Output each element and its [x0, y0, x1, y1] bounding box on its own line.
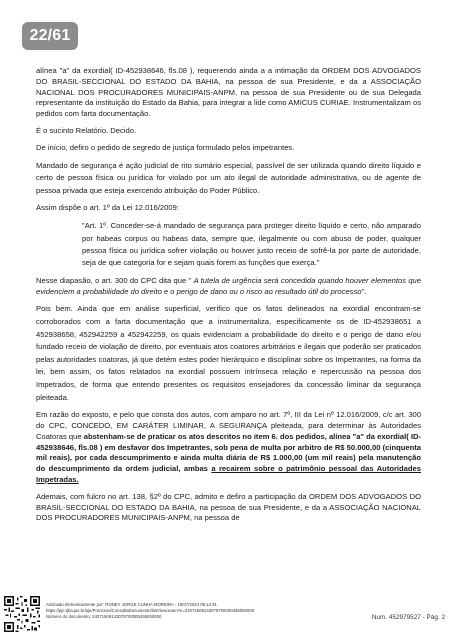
text-run: ". — [361, 286, 367, 296]
page-counter-badge: 22/61 — [22, 22, 78, 50]
paragraph: Pois bem. Ainda que em análise superficial, verifico que os fatos delineados na exordial encontram-se corroborados com a farta documentação que a instrumentaliza, especificamente os de ID-452938651 a 452938658, 452942259 a 452942259, os quais evidenciam a probabilidade do direito e o perigo de dano e/ou fundado receio de violação de direito, por eventuais atos coatores arbitrários e ilegais que poderão ser praticados pelas autoridades coatoras, já que detém estes poder hierárquico e disciplinar sobre os Impetrantes, na forma da lei, bem assim, os fatos relatados na exordial possuem intrínseca relação e repercussão na pessoa dos Impetrados, de forma que entendo presentes os requisitos ensejadores da concessão liminar da segurança pleiteada. — [36, 304, 421, 402]
paragraph: Ademais, com fulcro no art. 138, §2º do CPC, admito e defiro a participação da ORDEM DOS ADVOGADOS DO BRASIL-SECCIONAL DO ESTADO DA BAHIA, na pessoa de sua Presidente, e da a ASSOCIAÇÃO NACIONAL DOS PROCURADORES MUNICIPAIS-ANPM, na pessoa de — [36, 491, 421, 523]
italic-citation: A tutela de urgência será concedida quando houver elementos que evidenciem a probabilidade do direito e o perigo de dano ou o risco ao resultado útil do processo — [36, 275, 421, 296]
qr-code-icon[interactable] — [4, 596, 40, 632]
bold-order: abstenham-se de praticar os atos descritos no item 6. dos pedidos, alínea "a" da exordial( ID-452938646, fls.08 ) em desfavor dos Impetrantes, sob pena de multa por arbitro de R$ 50.000,00 (cinquenta mil reais), por cada descumprimento e ainda multa diária de R$ 1.000,00 (um mil reais) pela manutenção do descumprimento da ordem judicial, ambas — [36, 431, 422, 474]
paragraph: É o sucinto Relatório. Decido. — [36, 125, 137, 135]
paragraph — [36, 410, 421, 486]
text-run: Em razão do exposto, e pelo que consta dos autos, com amparo no art. 7º, III da Lei nº 12.016/2009, c/c art. 300 do CPC, CONCEDO, EM CARÁTER LIMINAR, A SEGURANÇA pleiteada, para determinar às Autoridades Coatoras que — [36, 410, 421, 441]
paragraph: Assim dispõe o art. 1º da Lei 12.016/2009: — [36, 203, 179, 213]
signature-footer — [4, 596, 451, 636]
paragraph: Mandado de segurança é ação judicial de rito sumário especial, passível de ser utilizada quando direito líquido e certo de pessoa física ou jurídica for violado por um ato ilegal de autoridade administrativa, ou de agente de pessoa privada que esteja exercendo atribuição do Poder Público. — [36, 160, 421, 195]
paragraph — [36, 276, 421, 298]
law-quote: "Art. 1º. Conceder-se-á mandado de segurança para proteger direito líquido e certo, não amparado por habeas corpus ou habeas data, sempre que, ilegalmente ou com abuso de poder, qualquer pessoa física ou jurídica sofrer violação ou houver justo receio de sofrê-la por parte de autoridade, seja de que categoria for e sejam quais forem as funções que exerça." — [82, 221, 421, 268]
paragraph: alínea "a" da exordial( ID-452938646, fls.08 ), requerendo ainda a a intimação da ORDEM DOS ADVOGADOS DO BRASIL-SECCIONAL DO ESTADO DA BAHIA, na pessoa de sua Presidente, e da a ASSOCIAÇÃO NACIONAL DOS PROCURADORES MUNICIPAIS-ANPM, na pessoa de sua Presidente ou de sua Delegada representante da instituição do Estado da Bahia, para integrar a lide como AMICUS CURIAE. Instrumentalizam os pedidos com farta documentação. — [36, 66, 421, 119]
document-number-line: Número do documento: 24071509143079700000436000000 — [46, 614, 162, 620]
text-run: Nesse diapasão, o art. 300 do CPC dita que " — [36, 275, 194, 285]
verification-url-link[interactable]: https://pje.tjba.jus.br/pje/Processo/ConsultaDocumento/listView.seam?x=24071509143079700000436000000 — [46, 608, 255, 614]
underlined-order: a recairem sobre o patrimônio pessoal das Autoridades Impetradas. — [36, 464, 421, 484]
signature-info — [46, 602, 316, 621]
document-body — [36, 66, 421, 530]
num-page-label: Num. 452979527 - Pág. 2 — [371, 614, 445, 621]
signed-by-line: Assinado eletronicamente por: RONEY JORGE CUNHA MOREIRA - 19/07/2024 09:14:31 — [46, 602, 217, 607]
paragraph: De início, defiro o pedido de segredo de justiça formulado pelos impetrantes. — [36, 142, 295, 152]
